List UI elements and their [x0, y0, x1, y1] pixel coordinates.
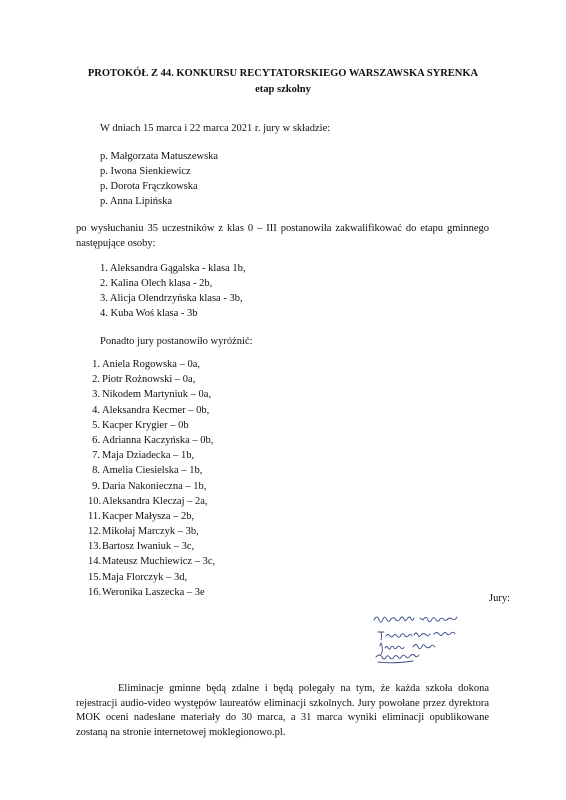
- item-number: 1.: [92, 359, 100, 370]
- item-number: 11.: [88, 510, 101, 522]
- distinction-item: [88, 480, 215, 495]
- distinction-item: [88, 419, 215, 434]
- qualified-item: 4. Kuba Woś klasa - 3b: [100, 308, 198, 319]
- item-text: Bartosz Iwaniuk – 3c,: [102, 541, 195, 553]
- distinction-item: [88, 555, 215, 570]
- item-text: Weronika Laszecka – 3e: [102, 586, 205, 598]
- item-number: 5.: [92, 419, 100, 431]
- item-number: 2.: [92, 374, 100, 386]
- item-text: Nikodem Martyniuk – 0a,: [102, 389, 212, 401]
- item-text: Kacper Małysza – 2b,: [102, 510, 195, 522]
- handwritten-signatures: [368, 610, 508, 670]
- distinction-item: [88, 495, 215, 510]
- item-text: Piotr Rożnowski – 0a,: [102, 374, 196, 386]
- item-number: 13.: [88, 541, 102, 553]
- title-line-1: PROTOKÓŁ Z 44. KONKURSU RECYTATORSKIEGO WARSZAWSKA SYRENKA: [87, 68, 479, 79]
- title-line-2: etap szkolny: [255, 84, 311, 95]
- item-text: Mikołaj Marczyk – 3b,: [102, 526, 199, 538]
- item-number: 12.: [88, 526, 102, 538]
- qualified-item: 3. Alicja Olendrzyńska klasa - 3b,: [100, 293, 243, 304]
- distinction-intro: Ponadto jury postanowiło wyróżnić:: [100, 336, 253, 347]
- item-number: 16.: [88, 586, 102, 598]
- intro-text: W dniach 15 marca i 22 marca 2021 r. jury w składzie:: [100, 123, 331, 134]
- distinction-item: [88, 540, 215, 555]
- item-text: Adrianna Kaczyńska – 0b,: [102, 434, 214, 446]
- distinction-item: [88, 571, 215, 586]
- item-number: 14.: [88, 556, 102, 568]
- distinction-item: [88, 404, 215, 419]
- qualified-item: 1. Aleksandra Gągalska - klasa 1b,: [100, 263, 246, 274]
- item-number: 6.: [92, 434, 100, 446]
- jury-member: p. Anna Lipińska: [100, 196, 173, 207]
- jury-member: p. Małgorzata Matuszewska: [100, 151, 219, 162]
- distinction-item: [88, 373, 215, 388]
- closing-paragraph: Eliminacje gminne będą zdalne i będą polegały na tym, że każda szkoła dokona rejestracji audio-video występów laureatów eliminacji szkolnych. Jury powołane przez dyrektora MOK oceni nadesłane materiały do 30 marca, a 31 marca wyniki eliminacji opublikowane zostaną na stronie internetowej moklegionowo.pl.: [76, 683, 489, 738]
- qualified-list: [100, 262, 246, 322]
- qualified-item: 2. Kalina Olech klasa - 2b,: [100, 278, 213, 289]
- jury-label: Jury:: [489, 593, 510, 604]
- item-number: 4.: [92, 404, 100, 416]
- item-text: Daria Nakonieczna – 1b,: [102, 480, 207, 492]
- document-title: [0, 66, 566, 98]
- item-text: Aniela Rogowska – 0a,: [102, 359, 200, 370]
- jury-member: p. Iwona Sienkiewicz: [100, 166, 191, 177]
- distinction-item: [88, 586, 215, 601]
- item-text: Aleksandra Kleczaj – 2a,: [102, 495, 208, 507]
- item-number: 3.: [92, 389, 100, 401]
- distinction-item: [88, 510, 215, 525]
- item-number: 10.: [88, 495, 102, 507]
- item-number: 15.: [88, 571, 102, 583]
- item-number: 9.: [92, 480, 100, 492]
- item-text: Maja Florczyk – 3d,: [102, 571, 188, 583]
- item-number: 8.: [92, 465, 100, 477]
- item-number: 7.: [92, 450, 100, 462]
- item-text: Mateusz Muchiewicz – 3c,: [102, 556, 216, 568]
- distinction-item: [88, 525, 215, 540]
- jury-member: p. Dorota Frączkowska: [100, 181, 198, 192]
- jury-members-list: [100, 150, 218, 210]
- distinction-item: [88, 434, 215, 449]
- distinction-item: [88, 464, 215, 479]
- distinction-item: [88, 358, 215, 373]
- distinction-item: [88, 388, 215, 403]
- distinctions-list: [88, 358, 215, 601]
- decision-paragraph: po wysłuchaniu 35 uczestników z klas 0 – III postanowiła zakwalifikować do etapu gminnego następujące osoby:: [76, 223, 489, 249]
- item-text: Aleksandra Kecmer – 0b,: [102, 404, 210, 416]
- item-text: Kacper Krygier – 0b: [102, 419, 189, 431]
- item-text: Maja Dziadecka – 1b,: [102, 450, 195, 462]
- distinction-item: [88, 449, 215, 464]
- item-text: Amelia Ciesielska – 1b,: [102, 465, 203, 477]
